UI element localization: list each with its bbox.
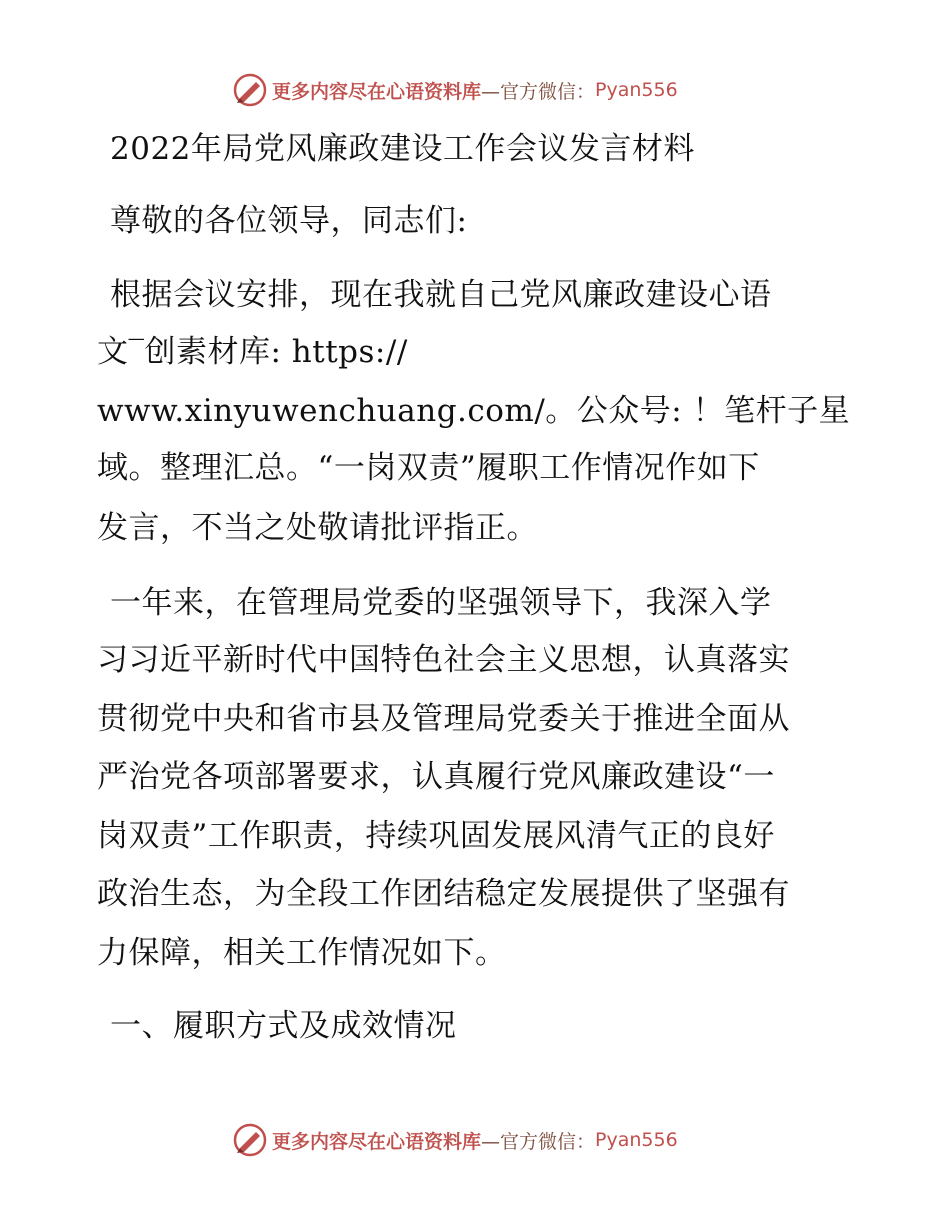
paragraph-line: 域。整理汇总。“一岗双责”履职工作情况作如下 — [97, 450, 760, 486]
banner-wechat-id: Pyan556 — [595, 79, 678, 101]
paragraph-line: 严治党各项部署要求，认真履行党风廉政建设“一 — [97, 759, 775, 795]
header-banner — [232, 70, 712, 110]
paragraph-line: 文‾创素材库: https:// — [97, 334, 408, 370]
paragraph-line: 一年来，在管理局党委的坚强领导下，我深入学 — [110, 585, 772, 621]
paragraph-line: 力保障，相关工作情况如下。 — [97, 935, 507, 971]
banner-separator-text: —官方微信： — [481, 80, 596, 103]
pen-logo-icon — [232, 1122, 268, 1158]
paragraph-line: www.xinyuwenchuang.com/。公众号: ！笔杆子星 — [97, 393, 851, 429]
document-title: 2022年局党风廉政建设工作会议发言材料 — [110, 131, 695, 167]
banner-main-text: 更多内容尽在心语资料库 — [272, 80, 482, 103]
banner-main-text: 更多内容尽在心语资料库 — [272, 1130, 482, 1153]
banner-wechat-id: Pyan556 — [595, 1129, 678, 1151]
paragraph-line: 贯彻党中央和省市县及管理局党委关于推进全面从 — [97, 701, 790, 737]
paragraph-line: 习习近平新时代中国特色社会主义思想，认真落实 — [97, 642, 790, 678]
paragraph-line: 发言，不当之处敬请批评指正。 — [97, 510, 538, 546]
footer-banner — [232, 1120, 712, 1160]
salutation: 尊敬的各位领导，同志们: — [110, 203, 468, 239]
section-heading: 一、履职方式及成效情况 — [110, 1008, 457, 1044]
paragraph-line: 政治生态，为全段工作团结稳定发展提供了坚强有 — [97, 876, 790, 912]
paragraph-line: 根据会议安排，现在我就自己党风廉政建设心语 — [110, 277, 772, 313]
paragraph-line: 岗双责”工作职责，持续巩固发展风清气正的良好 — [97, 818, 775, 854]
pen-logo-icon — [232, 72, 268, 108]
banner-separator-text: —官方微信： — [481, 1130, 596, 1153]
